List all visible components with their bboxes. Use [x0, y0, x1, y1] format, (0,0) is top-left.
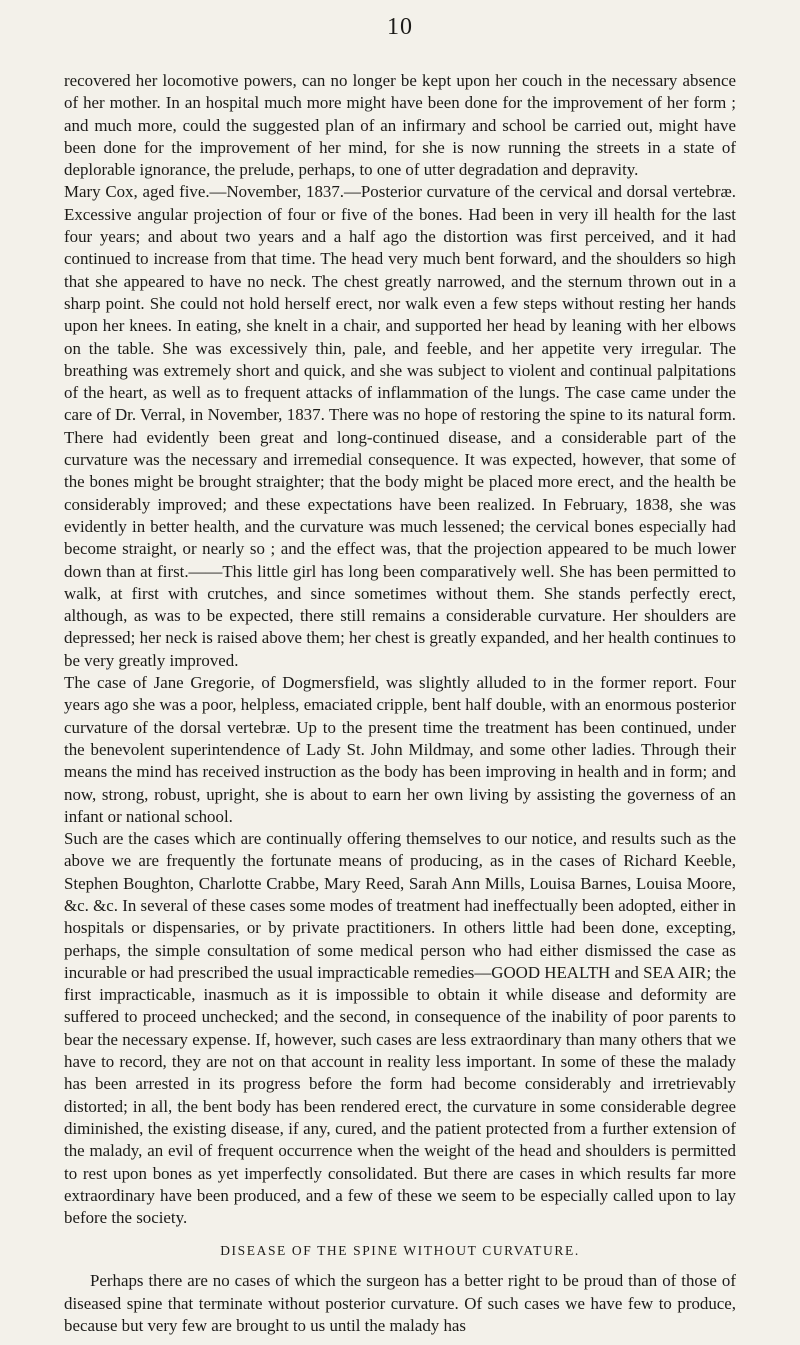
paragraph-final: Perhaps there are no cases of which the surgeon has a better right to be proud than of those of diseased spine that terminate without posterior curvature. Of such cases we have few to produce, because but very few are brought to us until the malady has: [64, 1271, 736, 1336]
paragraph-mary-cox: Mary Cox, aged five.—November, 1837.—Posterior curvature of the cervical and dorsal vertebræ. Excessive angular projection of four or five of the bones. Had been in very ill health for the last four years; and about two years and a half ago the distortion was first perceived, and it had continued to increase from that time. The head very much bent forward, and the shoulders so high that she appeared to have no neck. The chest greatly narrowed, and the sternum thrown out in a sharp point. She could not hold herself erect, nor walk even a few steps without resting her hands upon her knees. In eating, she knelt in a chair, and supported her head by leaning with her elbows on the table. She was excessively thin, pale, and feeble, and her appetite very irregular. The breathing was extremely short and quick, and she was subject to violent and continual palpitations of the heart, as well as to frequent attacks of inflammation of the lungs. The case came under the care of Dr. Verral, in November, 1837. There was no hope of restoring the spine to its natural form. There had evidently been great and long-continued disease, and a considerable part of the curvature was the necessary and irremedial consequence. It was expected, however, that some of the bones might be brought straighter; that the body might be placed more erect, and the health be considerably improved; and these expectations have been realized. In February, 1838, she was evidently in better health, and the curvature was much lessened; the cervical bones especially had become straight, or nearly so ; and the effect was, that the projection appeared to be much lower down than at first.——This little girl has long been comparatively well. She has been permitted to walk, at first with crutches, and since sometimes without them. She stands perfectly erect, although, as was to be expected, there still remains a considerable curvature. Her shoulders are depressed; her neck is raised above them; her chest is greatly expanded, and her health continues to be very greatly improved.: [64, 182, 736, 670]
paragraph-such-are-the-cases: Such are the cases which are continually offering themselves to our notice, and results such as the above we are frequently the fortunate means of producing, as in the cases of Richard Keeble, Stephen Boughton, Charlotte Crabbe, Mary Reed, Sarah Ann Mills, Louisa Barnes, Louisa Moore, &c. &c. In several of these cases some modes of treatment had ineffectually been adopted, either in hospitals or dispensaries, or by private practitioners. In others little had been done, excepting, perhaps, the simple consultation of some medical person who had either dismissed the case as incurable or had prescribed the usual impracticable remedies—GOOD HEALTH and SEA AIR; the first impracticable, inasmuch as it is impossible to obtain it while disease and deformity are suffered to proceed unchecked; and the second, in consequence of the inability of poor parents to bear the necessary expense. If, however, such cases are less extraordinary than many others that we have to record, they are not on that account in reality less important. In some of these the malady has been arrested in its progress before the form had become considerably and irretrievably distorted; in all, the bent body has been rendered erect, the curvature in some considerable degree diminished, the existing disease, if any, cured, and the patient protected from a further extension of the malady, an evil of frequent occurrence when the weight of the head and shoulders is permitted to rest upon bones as yet imperfectly consolidated. But there are cases in which results far more extraordinary have been produced, and a few of these we seem to be especially called upon to lay before the society.: [64, 829, 736, 1228]
paragraph-jane-gregorie: The case of Jane Gregorie, of Dogmersfield, was slightly alluded to in the former report. Four years ago she was a poor, helpless, emaciated cripple, bent half double, with an enormous posterior curvature of the dorsal vertebræ. Up to the present time the treatment has been continued, under the benevolent superintendence of Lady St. John Mildmay, and some other ladies. Through their means the mind has received instruction as the body has been improving in health and in form; and now, strong, robust, upright, she is about to earn her own living by assisting the governess of an infant or national school.: [64, 673, 736, 826]
paragraph-continuation: recovered her locomotive powers, can no longer be kept upon her couch in the necessary absence of her mother. In an hospital much more might have been done for the improvement of her form ; and much more, could the suggested plan of an infirmary and school be carried out, might have been done for the improvement of her mind, for she is now running the streets in a state of deplorable ignorance, the prelude, perhaps, to one of utter degradation and depravity.: [64, 71, 736, 180]
section-heading: DISEASE OF THE SPINE WITHOUT CURVATURE.: [220, 1243, 580, 1259]
page-number: 10: [387, 14, 413, 40]
body-text: [64, 70, 736, 1337]
